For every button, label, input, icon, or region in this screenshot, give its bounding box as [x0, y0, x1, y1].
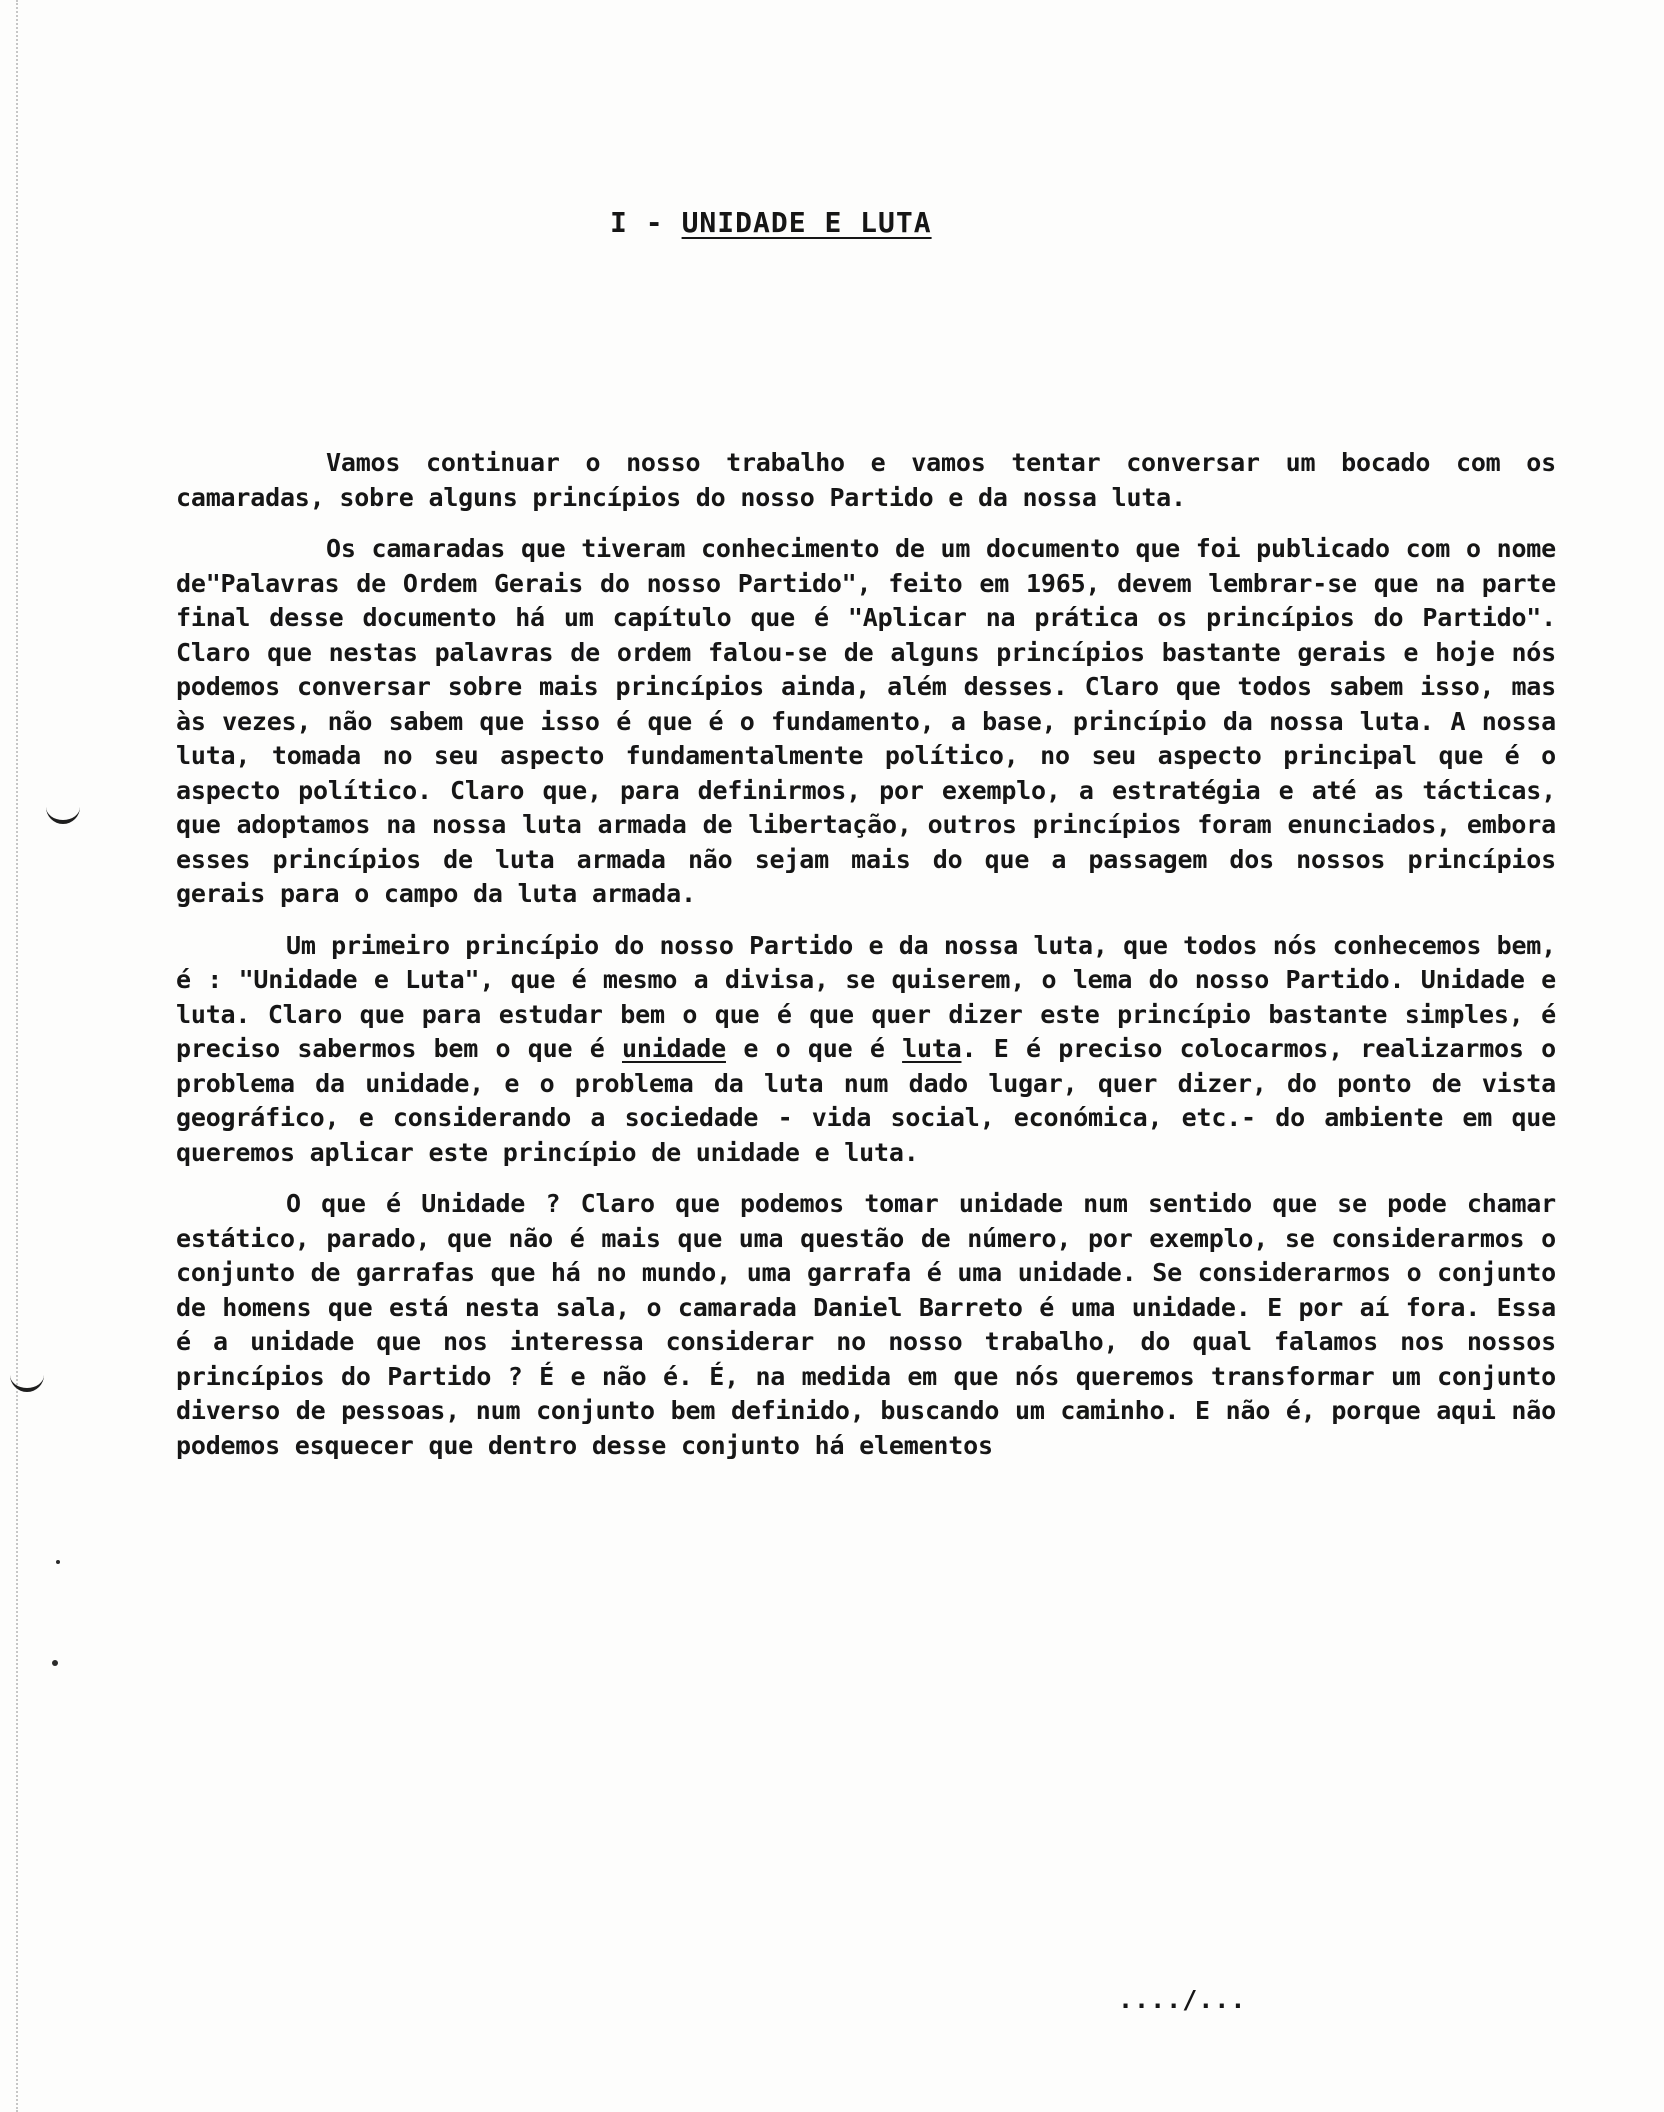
paragraph-text: e o que é [725, 1034, 903, 1063]
paragraph: Os camaradas que tiveram conhecimento de um documento que foi publicado com o nome de"Palavras de Ordem Gerais do nosso Partido", feito em 1965, devem lembrar-se que na parte final desse documento há um capítulo que é "Aplicar na prática os princípios do Partido". Claro que nestas palavras de ordem falou-se de alguns princípios bastante gerais e hoje nós podemos conversar sobre mais princípios ainda, além desses. Claro que todos sabem isso, mas às vezes, não sabem que isso é que é o fundamento, a base, princípio da nossa luta. A nossa luta, tomada no seu aspecto fundamentalmente político, no seu aspecto principal que é o aspecto político. Claro que, para definirmos, por exemplo, a estratégia e até as tácticas, que adoptamos na nossa luta armada de libertação, outros princípios foram enunciados, embora esses princípios de luta armada não sejam mais do que a passagem dos nossos princípios gerais para o campo da luta armada. [176, 534, 1556, 908]
paragraph: O que é Unidade ? Claro que podemos tomar unidade num sentido que se pode chamar estático, parado, que não é mais que uma questão de número, por exemplo, se considerarmos o conjunto de garrafas que há no mundo, uma garrafa é uma unidade. Se considerarmos o conjunto de homens que está nesta sala, o camarada Daniel Barreto é uma unidade. E por aí fora. Essa é a unidade que nos interessa considerar no nosso trabalho, do qual falamos nos nossos princípios do Partido ? É e não é. É, na medida em que nós queremos transformar um conjunto diverso de pessoas, num conjunto bem definido, buscando um caminho. E não é, porque aqui não podemos esquecer que dentro desse conjunto há elementos [176, 1189, 1556, 1460]
paragraph-text: . E é preciso colocarmos, realizarmos o problema da unidade, e o problema da luta num dado lugar, quer dizer, do ponto de vista geográfico, e considerando a sociedade - vida social, económica, etc.- do ambiente em que queremos aplicar este princípio de unidade e luta. [176, 1034, 1557, 1167]
section-number: I - [610, 206, 664, 239]
section-heading [610, 206, 932, 239]
paragraph-text: Um primeiro princípio do nosso Partido e da nossa luta, que todos nós conhecemos bem, é : "Unidade e Luta", que é mesmo a divisa, se quiserem, o lema do nosso Partido. Unidade e luta. Claro que para estudar bem o que é que quer dizer este princípio bastante simples, é preciso sabermos bem o que é [176, 930, 1556, 1063]
paragraph [176, 929, 1556, 1171]
binding-edge [0, 0, 18, 2112]
ink-speck [52, 1660, 58, 1666]
body-text [176, 446, 1556, 1480]
paragraph: Vamos continuar o nosso trabalho e vamos tentar conversar um bocado com os camaradas, sobre alguns princípios do nosso Partido e da nossa luta. [176, 448, 1556, 512]
underlined-word: unidade [622, 1034, 726, 1063]
underlined-word: luta [902, 1034, 962, 1063]
ink-speck [56, 1560, 60, 1564]
continuation-mark: ..../... [1118, 1985, 1247, 2014]
section-title: UNIDADE E LUTA [681, 206, 932, 239]
punch-hole-mark [46, 800, 80, 824]
